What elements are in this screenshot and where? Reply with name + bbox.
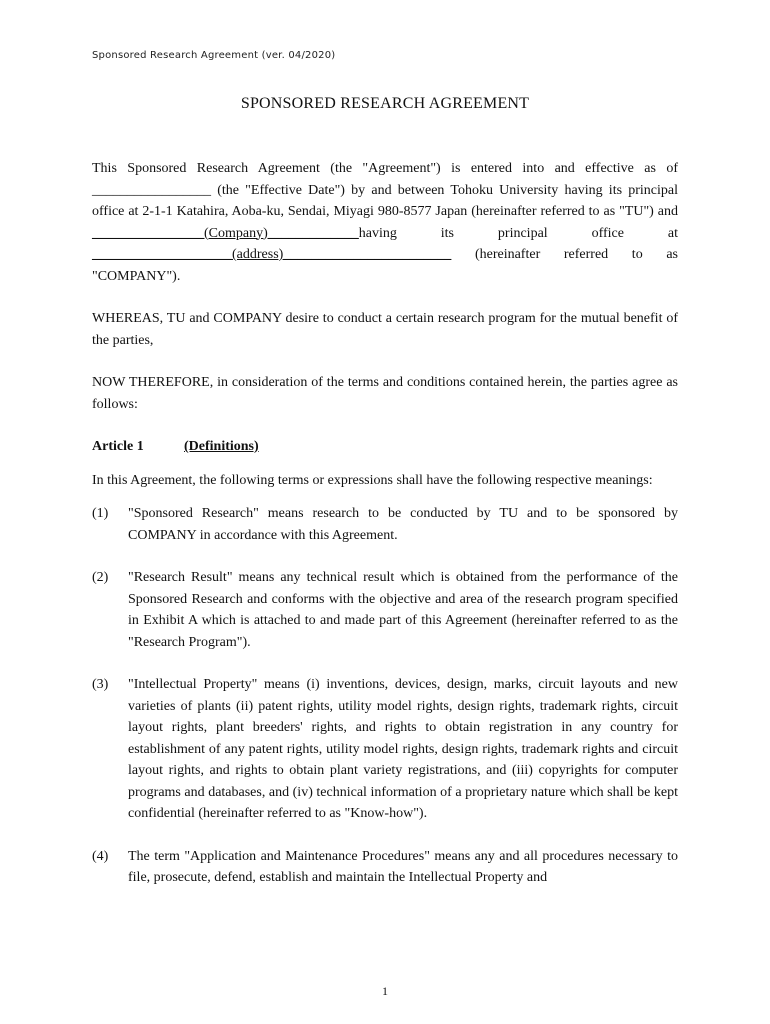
definition-item — [92, 674, 678, 825]
document-title: SPONSORED RESEARCH AGREEMENT — [240, 95, 530, 112]
article-1-heading — [92, 436, 678, 458]
intro-text-2: (the "Effective Date") by and between Tohoku University having its principal office at 2-1-1 Katahira, Aoba-ku, Sendai, Miyagi 980-8577 Japan (hereinafter referred to as "TU") and — [92, 182, 678, 219]
definition-text: "Sponsored Research" means research to be conducted by TU and to be sponsored by COMPANY in accordance with this Agreement. — [128, 506, 678, 543]
definition-item — [92, 503, 678, 546]
definition-number: (4) — [92, 848, 109, 864]
definition-number: (2) — [92, 570, 109, 585]
definition-number: (1) — [92, 506, 109, 521]
definition-text: "Research Result" means any technical result which is obtained from the performance of the Sponsored Research and conforms with the objective and area of the research program specified in Exhibit A which is attached to and made part of this Agreement (hereinafter referred to as the "Research Program"). — [128, 570, 678, 650]
company-name-field: ________________(Company)_____________ — [92, 225, 359, 241]
effective-date-blank: _________________ — [92, 182, 211, 198]
definition-item — [92, 846, 678, 889]
whereas-paragraph: WHEREAS, TU and COMPANY desire to conduct a certain research program for the mutual benefit of the parties, — [92, 311, 678, 348]
intro-text-4: (hereinafter referred to as "COMPANY"). — [92, 247, 678, 284]
article-number: Article 1 — [92, 439, 144, 454]
intro-paragraph — [92, 158, 678, 287]
intro-text-3: having its principal office at — [358, 225, 678, 241]
definition-number: (3) — [92, 677, 109, 692]
page-number: 1 — [382, 984, 388, 998]
definition-text: "Intellectual Property" means (i) inventions, devices, design, marks, circuit layouts and new varieties of plants (ii) patent rights, utility model rights, design rights, trademark rights, circuit layout rights, plant breeders' rights, and rights to obtain registration in any country for establishment of any patent rights, utility model rights, design rights, trademark rights and circuit layout rights, and rights to obtain plant variety registrations, and (iii) copyrights for computer programs and databases, and (iv) technical information of a proprietary nature which shall be kept confidential (hereinafter referred to as "Know-how"). — [128, 677, 678, 821]
document-body — [92, 158, 678, 889]
intro-text-1: This Sponsored Research Agreement (the "Agreement") is entered into and effective as of — [92, 161, 678, 176]
article-title: (Definitions) — [184, 439, 259, 454]
company-address-field: ____________________(address)________________________ — [92, 247, 452, 262]
definition-item — [92, 567, 678, 653]
version-header: Sponsored Research Agreement (ver. 04/2020) — [92, 50, 336, 61]
definitions-intro: In this Agreement, the following terms or expressions shall have the following respective meanings: — [92, 472, 653, 488]
definition-text: The term "Application and Maintenance Procedures" means any and all procedures necessary to file, prosecute, defend, establish and maintain the Intellectual Property and — [128, 848, 678, 885]
now-therefore-paragraph: NOW THEREFORE, in consideration of the terms and conditions contained herein, the parties agree as follows: — [92, 375, 678, 412]
